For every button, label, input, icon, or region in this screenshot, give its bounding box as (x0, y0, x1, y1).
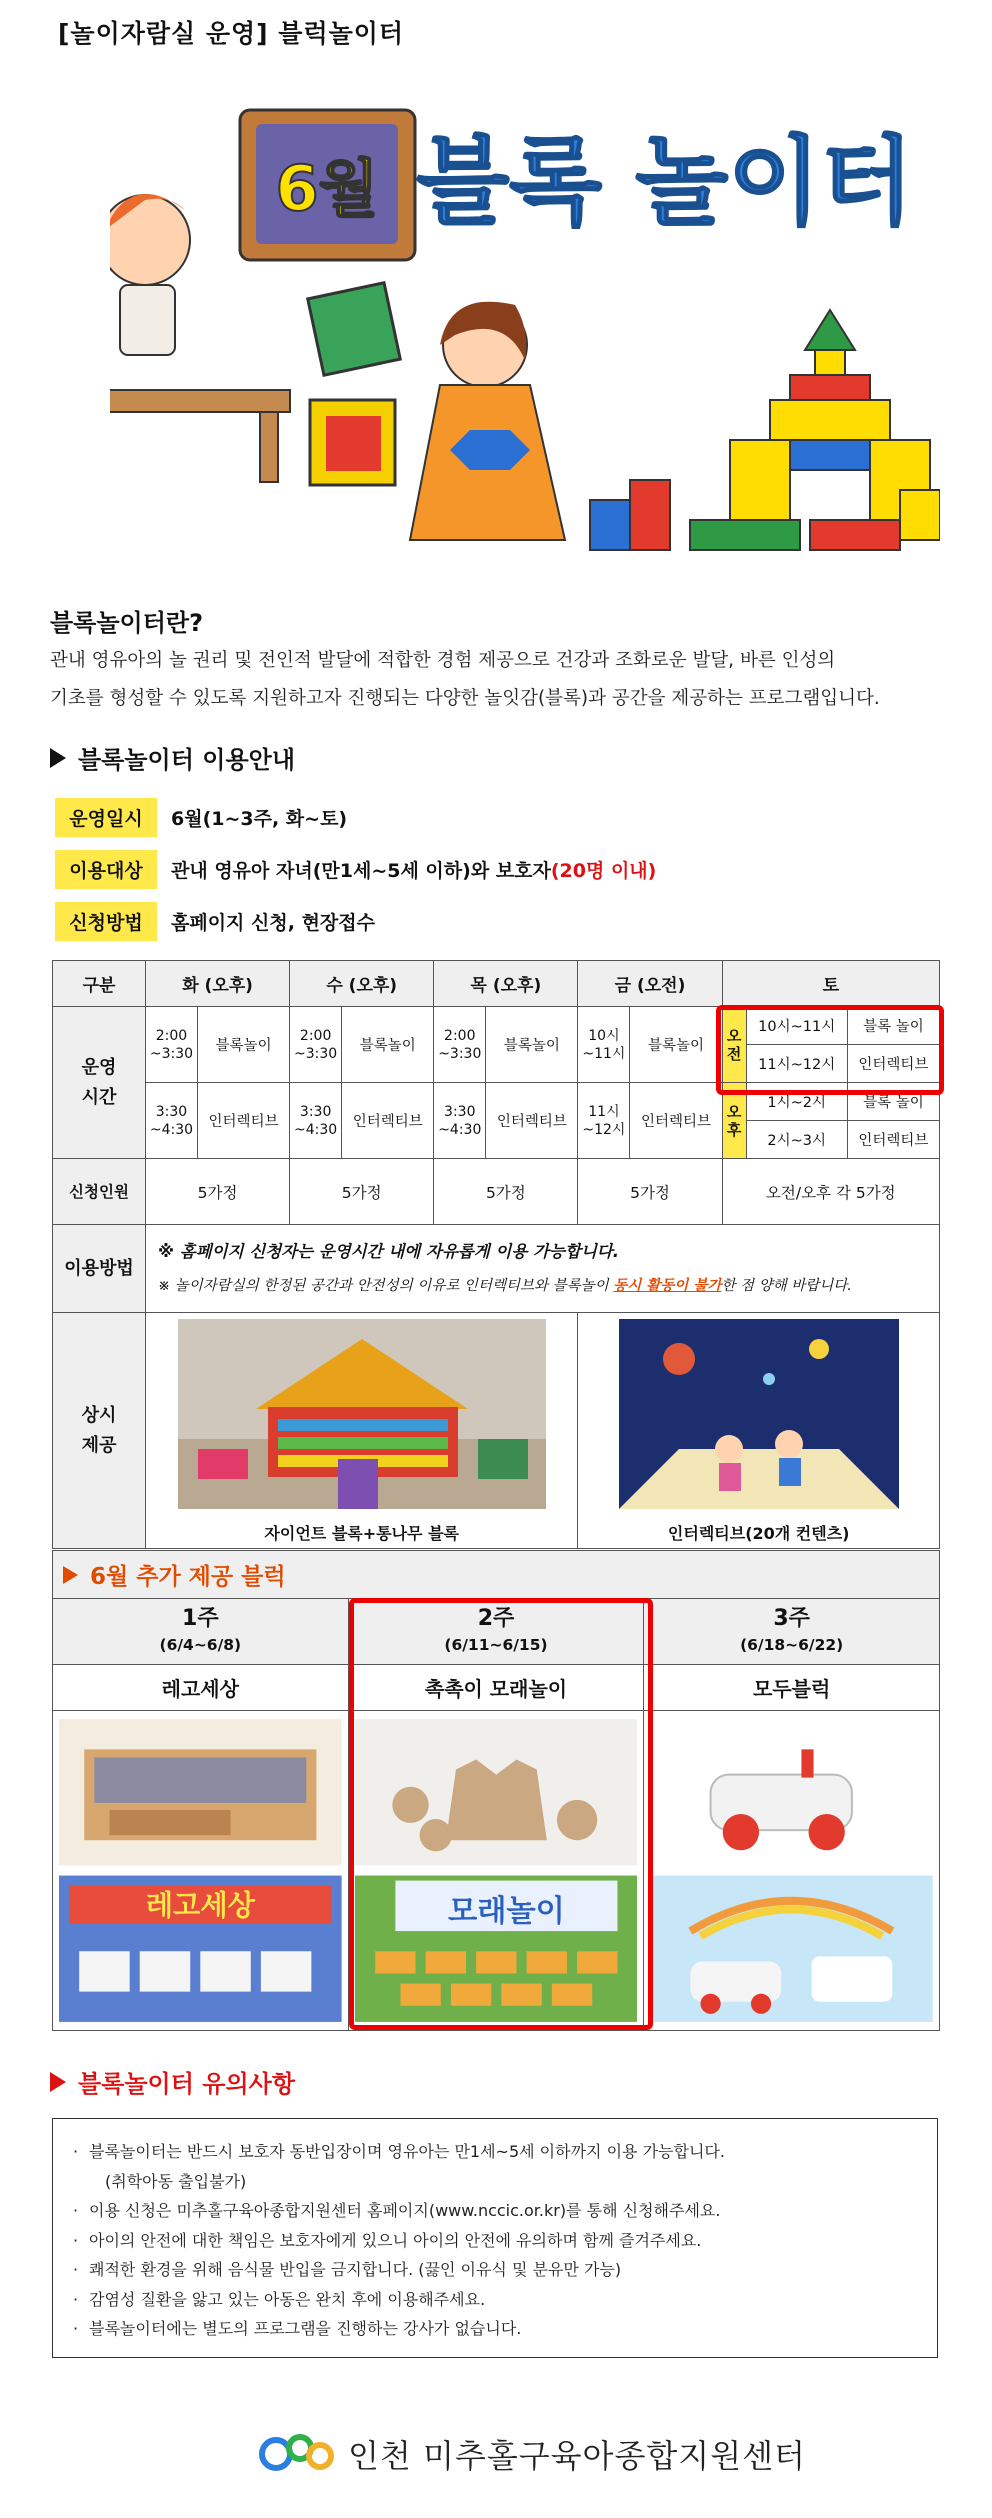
row-header: 신청인원 (53, 1159, 146, 1225)
activity-cell: 인터렉티브 (847, 1045, 939, 1083)
june-blocks-bar (52, 1550, 940, 1598)
notes-title: 블록놀이터 유의사항 (78, 2070, 296, 2098)
hero-headline: 블록 놀이터 (416, 126, 914, 238)
method-note-2-warning: 동시 활동이 불가 (613, 1277, 722, 1294)
activity-cell: 인터렉티브 (630, 1083, 722, 1159)
time-cell: 11시 ~12시 (578, 1083, 630, 1159)
week-label: 2주 (477, 1605, 515, 1631)
col-header: 화 (오후) (146, 961, 290, 1007)
activity-cell: 블록놀이 (198, 1007, 290, 1083)
time-cell: 2:00 ~3:30 (290, 1007, 342, 1083)
info-tag: 운영일시 (55, 798, 157, 837)
photo-giant-blocks (146, 1313, 578, 1549)
week-label: 3주 (773, 1605, 810, 1631)
note-item: · 쾌적한 환경을 위해 음식물 반입을 금지합니다. (끓인 이유식 및 분유만 가능) (73, 2255, 917, 2285)
hero-illustration (110, 100, 940, 580)
activity-cell: 블록 놀이 (847, 1083, 939, 1121)
guide-title: 블록놀이터 이용안내 (78, 746, 296, 774)
pm-tag: 오 후 (722, 1083, 746, 1159)
week-label: 1주 (182, 1605, 219, 1631)
notes-heading (50, 2064, 295, 2099)
activity-cell: 인터렉티브 (342, 1083, 434, 1159)
photo-caption: 인터렉티브(20개 컨텐츠) (667, 1524, 850, 1543)
time-cell: 2:00 ~3:30 (434, 1007, 486, 1083)
block-name: 모두블럭 (644, 1665, 940, 1711)
triangle-bullet-icon (63, 1566, 78, 1584)
interactive-photo (619, 1319, 899, 1509)
photo-interactive (578, 1313, 940, 1549)
info-row-target (55, 850, 656, 889)
activity-cell: 블록 놀이 (847, 1007, 939, 1045)
time-cell: 3:30 ~4:30 (290, 1083, 342, 1159)
time-cell: 3:30 ~4:30 (146, 1083, 198, 1159)
triangle-bullet-icon (50, 2072, 66, 2092)
lego-sign: 레고세상 (145, 1888, 255, 1922)
notes-box (52, 2118, 938, 2358)
info-row-schedule (55, 798, 347, 837)
note-subtext: (취학아동 출입불가) (105, 2171, 247, 2191)
method-note-2-text: ※ 놀이자람실의 한정된 공간과 안전성의 이유로 인터렉티브와 블록놀이 (158, 1277, 614, 1294)
activity-cell: 블록놀이 (342, 1007, 434, 1083)
photo-caption: 자이언트 블록+통나무 블록 (264, 1524, 459, 1543)
col-header: 금 (오전) (578, 961, 722, 1007)
modu-block-photos (644, 1711, 940, 2031)
week-2-highlight-box (349, 1598, 653, 2030)
sand-sign: 모래놀이 (447, 1893, 565, 1929)
note-item: · 감염성 질환을 앓고 있는 아동은 완치 후에 이용해주세요. (73, 2285, 917, 2315)
page-title: [놀이자람실 운영] 블럭놀이터 (58, 19, 405, 48)
note-item: · 이용 신청은 미추홀구육아종합지원센터 홈페이지(www.nccic.or.kr)를 통해 신청해주세요. (73, 2196, 917, 2226)
am-tag: 오 전 (722, 1007, 746, 1083)
time-cell: 3:30 ~4:30 (434, 1083, 486, 1159)
modu-image (650, 1719, 933, 2022)
info-text: 관내 영유아 자녀(만1세~5세 이하)와 보호자 (171, 860, 551, 882)
capacity-cell: 5가정 (146, 1159, 290, 1225)
col-header: 목 (오후) (434, 961, 578, 1007)
info-emphasis: (20명 이내) (550, 860, 657, 882)
block-name: 촉촉이 모래놀이 (348, 1665, 644, 1711)
note-text: 블록놀이터는 반드시 보호자 동반입장이며 영유아는 만1세~5세 이하까지 이용 가능합니다. (89, 2142, 725, 2161)
triangle-bullet-icon (50, 748, 66, 768)
method-note-1: ※ 홈페이지 신청자는 운영시간 내에 자유롭게 이용 가능합니다. (158, 1241, 619, 1261)
row-header: 상시 제공 (53, 1313, 146, 1549)
time-cell: 1시~2시 (746, 1083, 847, 1121)
info-tag: 이용대상 (55, 850, 157, 889)
activity-cell: 인터렉티브 (198, 1083, 290, 1159)
time-cell: 2:00 ~3:30 (146, 1007, 198, 1083)
week-dates: (6/4~6/8) (159, 1635, 242, 1654)
lego-photos (53, 1711, 349, 2031)
footer (258, 2430, 806, 2478)
info-text: 6월(1~3주, 화~토) (171, 808, 348, 830)
week-header (53, 1599, 349, 1665)
guide-heading (50, 740, 295, 775)
capacity-cell: 오전/오후 각 5가정 (722, 1159, 939, 1225)
week-header (644, 1599, 940, 1665)
time-cell: 10시~11시 (746, 1007, 847, 1045)
org-logo-icon (258, 2430, 336, 2478)
time-cell: 10시 ~11시 (578, 1007, 630, 1083)
activity-cell: 인터렉티브 (486, 1083, 578, 1159)
col-header: 구분 (53, 961, 146, 1007)
about-description (50, 642, 950, 718)
week-dates: (6/18~6/22) (740, 1635, 844, 1654)
block-name: 레고세상 (53, 1665, 349, 1711)
col-header: 토 (722, 961, 939, 1007)
about-line-1: 관내 영유아의 놀 권리 및 전인적 발달에 적합한 경험 제공으로 건강과 조화로운 발달, 바른 인성의 (50, 650, 836, 671)
method-cell (146, 1225, 940, 1313)
org-name: 인천 미추홀구육아종합지원센터 (348, 2437, 806, 2475)
row-header: 운영 시간 (53, 1007, 146, 1159)
about-title: 블록놀이터란? (50, 609, 204, 637)
capacity-cell: 5가정 (290, 1159, 434, 1225)
activity-cell: 블록놀이 (630, 1007, 722, 1083)
time-cell: 11시~12시 (746, 1045, 847, 1083)
method-note-2-end: 한 점 양해 바랍니다. (721, 1277, 852, 1294)
row-header: 이용방법 (53, 1225, 146, 1313)
col-header: 수 (오후) (290, 961, 434, 1007)
method-note-2 (158, 1269, 927, 1303)
giant-blocks-photo (178, 1319, 546, 1509)
lego-image (59, 1719, 342, 2022)
capacity-cell: 5가정 (578, 1159, 722, 1225)
note-item: · 블록놀이터에는 별도의 프로그램을 진행하는 강사가 없습니다. (73, 2314, 917, 2344)
note-item (73, 2137, 917, 2196)
time-cell: 2시~3시 (746, 1121, 847, 1159)
saturday-am-highlight-box (716, 1005, 944, 1095)
activity-cell: 인터렉티브 (847, 1121, 939, 1159)
hero-month: 6월 (275, 152, 379, 225)
info-tag: 신청방법 (55, 902, 157, 941)
activity-cell: 블록놀이 (486, 1007, 578, 1083)
about-line-2: 기초를 형성할 수 있도록 지원하고자 진행되는 다양한 놀잇감(블록)과 공간을 제공하는 프로그램입니다. (50, 688, 880, 709)
info-text: 홈페이지 신청, 현장접수 (171, 912, 375, 934)
note-item: · 아이의 안전에 대한 책임은 보호자에게 있으니 아이의 안전에 유의하며 함께 즐겨주세요. (73, 2226, 917, 2256)
info-row-apply (55, 902, 375, 941)
capacity-cell: 5가정 (434, 1159, 578, 1225)
june-title: 6월 추가 제공 블럭 (90, 1564, 286, 1590)
week-dates: (6/11~6/15) (444, 1635, 548, 1654)
